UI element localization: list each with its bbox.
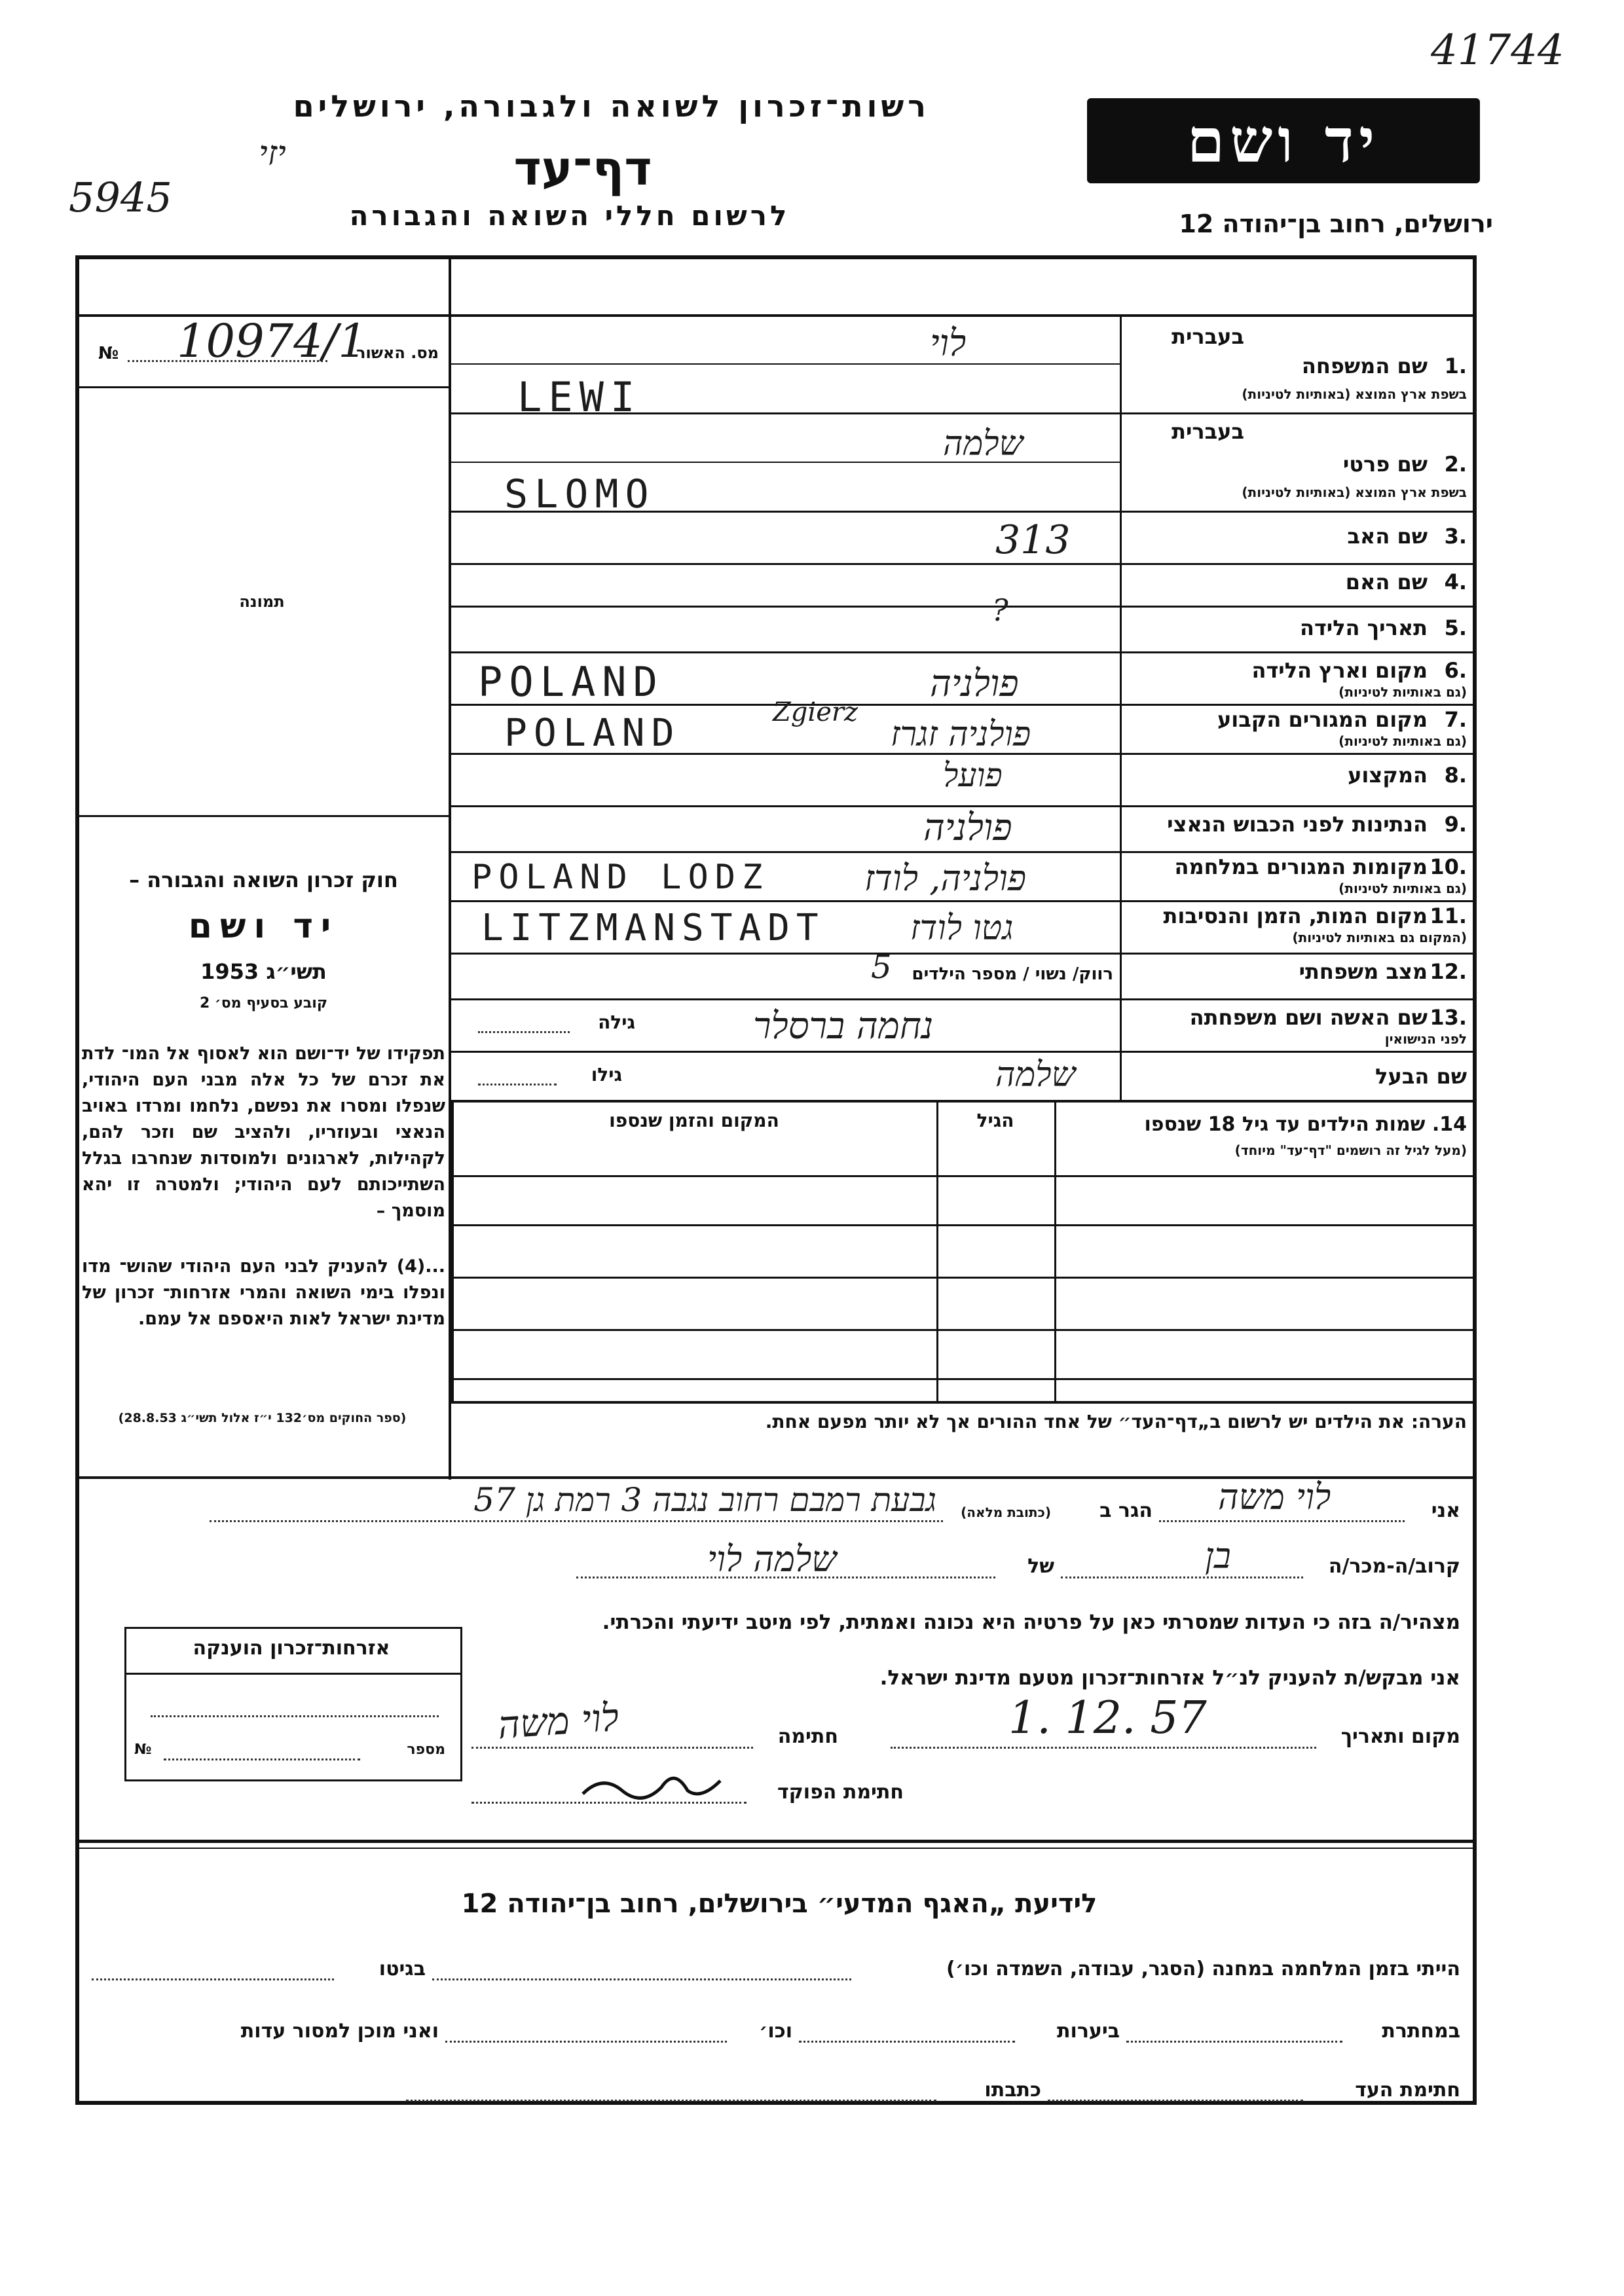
approval-no-label: № — [98, 344, 119, 363]
field-1-label: שם המשפחה — [1301, 354, 1428, 378]
archive-number-top-left: 5945 — [69, 173, 172, 221]
field-9-value[interactable]: פולניה — [923, 807, 1012, 849]
field-1-hebrew-value[interactable]: לוי — [930, 322, 967, 365]
field-11-latin-value[interactable]: LITZMANSTADT — [481, 907, 825, 949]
field-9-number: 9. — [1444, 812, 1467, 837]
photo-label: תמונה — [239, 592, 285, 611]
field-10-sublabel: (גם באותיות לטיניות) — [1338, 881, 1467, 896]
field-6-sublabel: (גם באותיות לטיניות) — [1338, 684, 1467, 700]
place-date-value[interactable]: 1. 12. 57 — [1008, 1692, 1207, 1744]
label-column-divider — [1120, 314, 1122, 1100]
field-7-hebrew-value[interactable]: פולניה זגרז — [891, 715, 1031, 754]
field-2-hebrew-value[interactable]: שלמה — [943, 424, 1024, 464]
law-name: יד ושם — [188, 907, 339, 946]
field-1-sublabel: בשפת ארץ המוצא (באותיות לטיניות) — [1242, 386, 1467, 402]
field-5-value[interactable]: ? — [992, 592, 1008, 628]
field-5-number: 5. — [1444, 615, 1467, 640]
field-2-number: 2. — [1444, 452, 1467, 477]
header-address: ירושלים, רחוב בן־יהודה 12 — [1179, 210, 1493, 238]
field-10-number: 10. — [1430, 854, 1467, 879]
field-3-label: שם האב — [1347, 524, 1428, 549]
law-paragraph-2: ...(4) להעניק לבני העם היהודי שהוש־ מדו ונפלו בימי השואה והמרי אזרחות־ זכרון של מדינת ישראל לאות היאספם אל עמם. — [82, 1256, 445, 1329]
declaration-statement: מצהיר/ה בזה כי העדות שמסרתי כאן על פרטיה היא נכונה ואמתית, לפי מיטב ידיעתי והכרתי. — [602, 1611, 1460, 1634]
field-9-label: הנתינות לפני הכבוש הנאצי — [1167, 812, 1428, 837]
place-date-label: מקום ותאריך — [1340, 1725, 1460, 1748]
field-10-hebrew-value[interactable]: פולניה, לודז — [864, 858, 1027, 899]
bottom-ready-label: ואני מוכן למסור עדות — [240, 2020, 439, 2043]
field-11-number: 11. — [1430, 903, 1467, 928]
citizenship-box-title: אזרחות־זכרון הוענקה — [193, 1637, 390, 1660]
declaration-i-label: אני — [1431, 1499, 1460, 1522]
field-7-sublabel: (גם באותיות לטיניות) — [1338, 733, 1467, 749]
resides-label: הגר ב — [1099, 1499, 1153, 1522]
field-11-hebrew-value[interactable]: גטו לודז — [910, 909, 1014, 948]
archive-number-top-right: 41744 — [1431, 26, 1564, 75]
law-year: תשי״ג 1953 — [200, 959, 327, 984]
field-12-inline: רווק/ נשוי / מספר הילדים — [912, 964, 1113, 984]
logo-text: יד ושם — [1187, 105, 1380, 176]
field-2-latin-value[interactable]: SLOMO — [504, 471, 655, 517]
field-3-value[interactable]: 313 — [995, 517, 1071, 563]
field-10-label: מקומות המגורים במלחמה — [1174, 854, 1428, 879]
field-12-number: 12. — [1430, 959, 1467, 984]
field-7-number: 7. — [1444, 707, 1467, 732]
husband-age-label: גילו — [591, 1064, 622, 1085]
bottom-witness-label: חתימת העד — [1355, 2079, 1460, 2102]
field-6-number: 6. — [1444, 658, 1467, 683]
bottom-title: לידיעת „האגף המדעי״ בירושלים, רחוב בן־יהודה 12 — [461, 1889, 1098, 1919]
field-13-label: שם האשה ושם משפחתה — [1189, 1005, 1428, 1030]
field-12-label: מצב משפחתי — [1299, 959, 1428, 984]
authority-name: רשות־זכרון לשואה ולגבורה, ירושלים — [293, 88, 930, 124]
declarant-name[interactable]: לוי משה — [1218, 1476, 1331, 1518]
field-1-latin-value[interactable]: LEWI — [517, 373, 642, 421]
approval-number: 10974/1 — [177, 314, 367, 368]
field-6-hebrew-value[interactable]: פולניה — [930, 663, 1019, 705]
approval-label: מס. האשור — [356, 344, 439, 362]
field-1-number: 1. — [1444, 354, 1467, 378]
field-2-hebrew-tag: בעברית — [1172, 419, 1244, 444]
children-sublabel: (מעל לגיל זה רושמים "דף־עד" מיוחד) — [1234, 1142, 1467, 1158]
field-6-label: מקום וארץ הלידה — [1251, 658, 1428, 683]
bottom-hiding-label: במחתרת — [1382, 2020, 1460, 2043]
relation-label: קרוב/ה-מכר/ה — [1328, 1555, 1460, 1578]
form-subtitle: לרשום חללי השואה והגבורה — [349, 200, 790, 232]
citizenship-request: אני מבקש/ת להעניק לנ״ל אזרחות־זכרון מטעם מדינת ישראל. — [879, 1666, 1460, 1690]
field-7-latin-value[interactable]: POLAND — [504, 710, 681, 755]
husband-label: שם הבעל — [1375, 1064, 1467, 1089]
top-left-mark: יזי — [259, 134, 286, 173]
bottom-camp-label: הייתי בזמן המלחמה במחנה (הסגר, עבודה, השמדה וכו׳) — [946, 1958, 1460, 1980]
field-4-label: שם האם — [1345, 570, 1428, 594]
field-10-latin-value[interactable]: POLAND LODZ — [471, 858, 769, 897]
children-age-column: הגיל — [976, 1110, 1014, 1131]
field-8-value[interactable]: פועל — [943, 756, 1003, 794]
field-2-label: שם פרטי — [1342, 452, 1428, 477]
declarant-address[interactable]: גבעת רמבם רחוב נגבה 3 רמת גן 57 — [473, 1481, 936, 1519]
form-title: דף־עד — [513, 141, 652, 196]
declarant-signature[interactable]: לוי משה — [496, 1694, 621, 1748]
of-value[interactable]: שלמה לוי — [707, 1539, 837, 1580]
field-1-hebrew-tag: בעברית — [1172, 324, 1244, 349]
law-title: חוק זכרון השואה והגבורה – — [129, 867, 398, 892]
field-7-label: מקום המגורים הקבוע — [1217, 707, 1428, 732]
yad-vashem-logo — [1087, 98, 1480, 183]
field-13-number: 13. — [1430, 1005, 1467, 1030]
field-5-label: תאריך הלידה — [1299, 615, 1428, 640]
full-address-label: (כתובת מלאה) — [961, 1504, 1051, 1520]
field-8-number: 8. — [1444, 763, 1467, 788]
field-8-label: המקצוע — [1348, 763, 1428, 788]
law-paragraph-1: תפקידו של יד־ושם הוא לאסוף אל המו־ לדת את זכרם של כל אלה מבני העם היהודי, שנפלו ומסרו את נפשם, נלחמו ומרדו באויב הנאצי ובעוזריו, ולהציב שם וזכר להם, לקהילות, לארגונים ולמוסדות שנחרבו בגלל השתייכותם לעם היהודי; ולמטרה זו יהא מוסמך – — [82, 1044, 445, 1221]
relation-value[interactable]: בן — [1205, 1535, 1231, 1576]
signature-label: חתימה — [777, 1725, 838, 1748]
bottom-address-label: כתבתו — [984, 2079, 1041, 2102]
of-label: של — [1027, 1555, 1054, 1578]
bottom-etc-label: וכו׳ — [759, 2020, 792, 2043]
field-12-value[interactable]: 5 — [871, 948, 892, 986]
bottom-forests-label: ביערות — [1057, 2020, 1120, 2043]
children-note: הערה: את הילדים יש לרשום ב„דף־העד״ של אחד ההורים אך לא יותר מפעם אחת. — [765, 1411, 1467, 1432]
citizenship-number-label: מספר — [407, 1741, 445, 1758]
field-11-sublabel: (המקום גם באותיות לטיניות) — [1292, 930, 1467, 945]
bottom-ghetto-label: בגיטו — [378, 1958, 426, 1980]
field-13-value[interactable]: נחמה ברסלר — [753, 1005, 934, 1048]
husband-value[interactable]: שלמה — [995, 1055, 1076, 1095]
law-citation: (ספר החוקים מס׳132 י״ז אלול תשי״ג 28.8.53) — [118, 1411, 407, 1425]
field-2-sublabel: בשפת ארץ המוצא (באותיות לטיניות) — [1242, 484, 1467, 500]
field-11-label: מקום המות, הזמן והנסיבות — [1163, 903, 1428, 928]
field-3-number: 3. — [1444, 524, 1467, 549]
children-place-column: המקום והזמן שנספו — [609, 1110, 779, 1131]
official-signature-label: חתימת הפוקד — [777, 1781, 904, 1804]
citizenship-no-label: № — [134, 1741, 152, 1758]
field-13-sublabel: לפני הנישואין — [1384, 1031, 1467, 1047]
field-13-age-label: גילה — [598, 1011, 635, 1033]
field-4-number: 4. — [1444, 570, 1467, 594]
field-6-latin-value[interactable]: POLAND — [478, 658, 664, 706]
field-7-extra-value[interactable]: Zgierz — [773, 697, 858, 727]
official-signature — [576, 1761, 747, 1807]
law-clause: קובע בסעיף מס׳ 2 — [199, 995, 328, 1011]
children-label: 14. שמות הילדים עד גיל 18 שנספו — [1144, 1113, 1467, 1136]
